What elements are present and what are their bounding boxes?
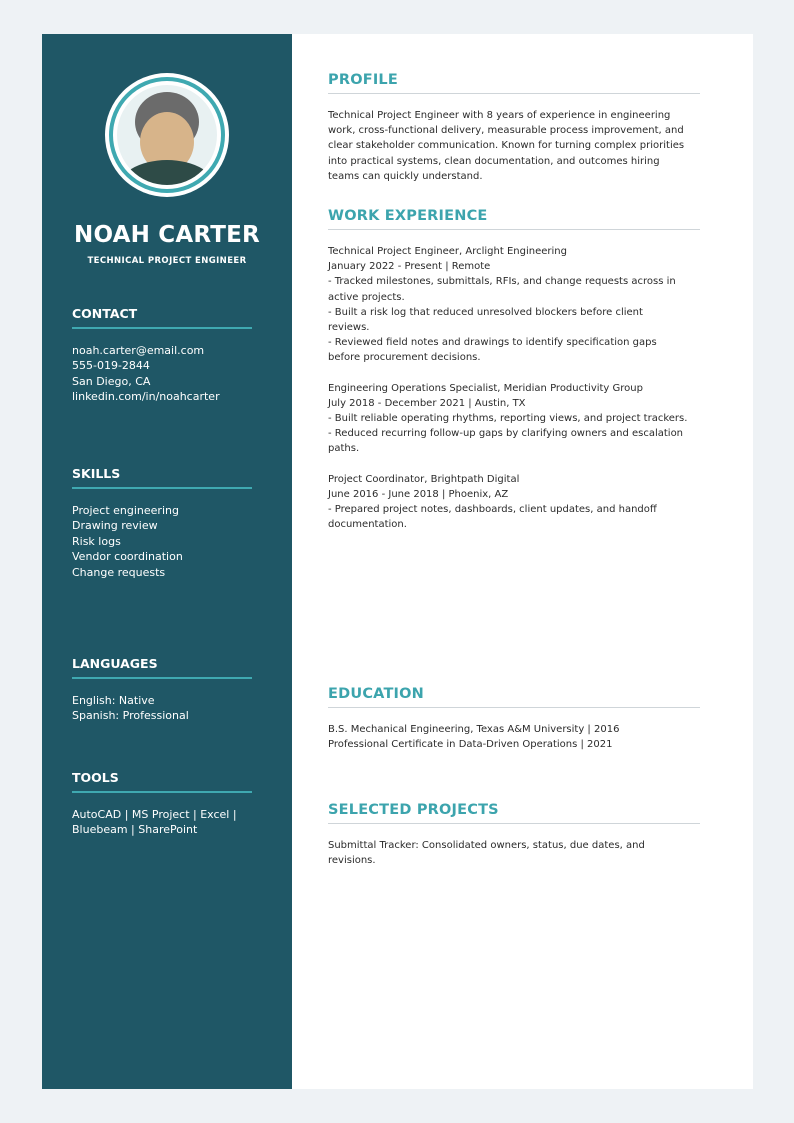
education-section — [328, 686, 700, 752]
languages-heading: LANGUAGES — [72, 656, 252, 679]
job-line: reviews. — [328, 322, 370, 334]
tools-section — [72, 770, 252, 838]
skill-item: Risk logs — [72, 534, 121, 548]
languages-section — [72, 656, 252, 724]
tools-line: Bluebeam | SharePoint — [72, 823, 198, 837]
avatar-icon — [104, 72, 230, 198]
job-line: - Reduced recurring follow-up gaps by clarifying owners and escalation — [328, 428, 684, 440]
tools-heading: TOOLS — [72, 770, 252, 793]
contact-section — [72, 306, 252, 405]
skills-heading: SKILLS — [72, 466, 252, 489]
candidate-role: TECHNICAL PROJECT ENGINEER — [87, 256, 247, 266]
job-line: active projects. — [328, 291, 405, 303]
job-line: - Built a risk log that reduced unresolved blockers before client — [328, 306, 643, 318]
job-entry — [328, 244, 700, 366]
job-line: July 2018 - December 2021 | Austin, TX — [328, 397, 526, 409]
job-entry — [328, 381, 700, 457]
job-line: - Tracked milestones, submittals, RFIs, and change requests across in — [328, 276, 676, 288]
profile-line: clear stakeholder communication. Known for turning complex priorities — [328, 140, 685, 152]
language-item: Spanish: Professional — [72, 709, 189, 723]
projects-heading: SELECTED PROJECTS — [328, 802, 700, 824]
job-line: Engineering Operations Specialist, Meridian Productivity Group — [328, 382, 643, 394]
contact-email: noah.carter@email.com — [72, 344, 205, 357]
avatar — [104, 72, 230, 198]
education-heading: EDUCATION — [328, 686, 700, 708]
education-line: B.S. Mechanical Engineering, Texas A&M University | 2016 — [328, 724, 620, 735]
job-line: - Built reliable operating rhythms, reporting views, and project trackers. — [328, 413, 688, 425]
project-line: revisions. — [328, 855, 376, 867]
profile-heading: PROFILE — [328, 72, 700, 94]
sidebar — [42, 34, 292, 1089]
profile-line: teams can quickly understand. — [328, 170, 483, 182]
skills-section — [72, 466, 252, 580]
job-line: - Prepared project notes, dashboards, client updates, and handoff — [328, 504, 657, 516]
contact-phone: 555-019-2844 — [72, 359, 150, 373]
profile-line: Technical Project Engineer with 8 years of experience in engineering — [328, 110, 671, 121]
language-item: English: Native — [72, 694, 155, 707]
profile-line: into practical systems, clean documentation, and outcomes hiring — [328, 155, 660, 167]
skill-item: Drawing review — [72, 519, 158, 533]
project-line: Submittal Tracker: Consolidated owners, status, due dates, and — [328, 840, 645, 851]
skill-item: Vendor coordination — [72, 550, 183, 564]
job-line: paths. — [328, 443, 360, 455]
contact-heading: CONTACT — [72, 306, 252, 329]
contact-linkedin: linkedin.com/in/noahcarter — [72, 390, 220, 404]
candidate-name: NOAH CARTER — [74, 222, 260, 248]
skill-item: Project engineering — [72, 504, 179, 517]
projects-section — [328, 802, 700, 868]
job-line: June 2016 - June 2018 | Phoenix, AZ — [328, 488, 509, 500]
job-line: before procurement decisions. — [328, 352, 481, 364]
job-entry — [328, 472, 700, 533]
job-line: Project Coordinator, Brightpath Digital — [328, 473, 520, 485]
job-line: January 2022 - Present | Remote — [328, 261, 491, 273]
education-line: Professional Certificate in Data-Driven Operations | 2021 — [328, 739, 613, 751]
profile-line: work, cross-functional delivery, measurable process improvement, and — [328, 125, 684, 137]
experience-heading: WORK EXPERIENCE — [328, 208, 700, 230]
job-line: - Reviewed field notes and drawings to identify specification gaps — [328, 337, 657, 349]
profile-section — [328, 72, 700, 184]
skill-item: Change requests — [72, 565, 166, 579]
job-line: Technical Project Engineer, Arclight Engineering — [328, 246, 567, 257]
resume-page — [42, 34, 753, 1089]
contact-location: San Diego, CA — [72, 374, 151, 388]
job-line: documentation. — [328, 519, 407, 531]
tools-line: AutoCAD | MS Project | Excel | — [72, 808, 237, 821]
experience-section — [328, 208, 700, 547]
